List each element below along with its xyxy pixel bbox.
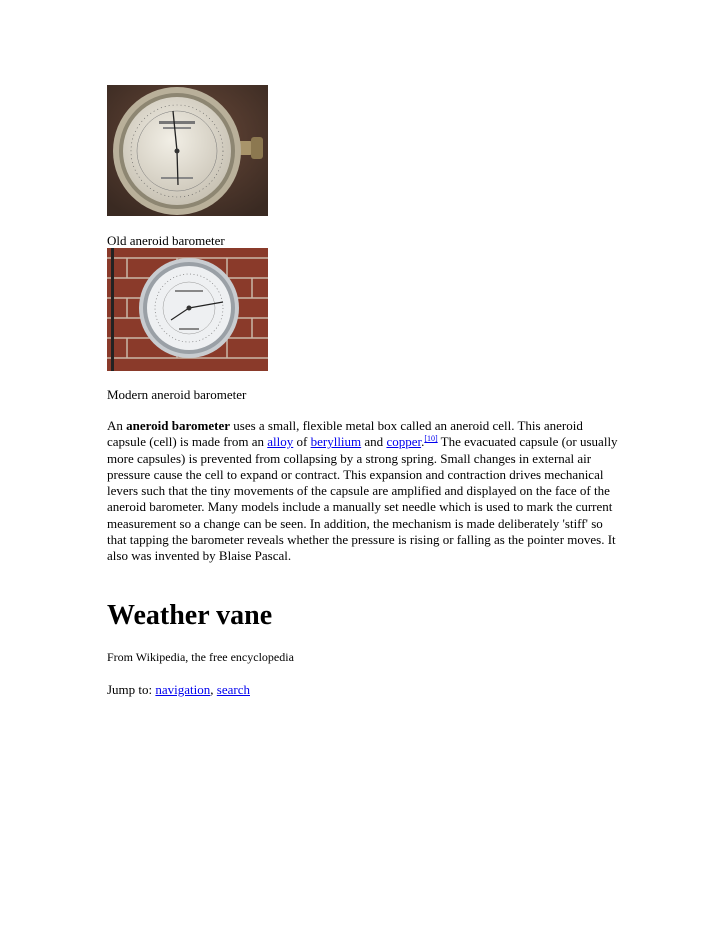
- section-heading: Weather vane: [107, 600, 273, 631]
- jump-separator: ,: [210, 682, 217, 697]
- jump-label: Jump to:: [107, 682, 156, 697]
- jump-to-links: [107, 682, 250, 698]
- paragraph-text: .: [421, 434, 425, 450]
- paragraph-text: uses a small, flexible metal box called an aneroid cell. This aneroid capsule (cell) is made from an: [107, 418, 583, 450]
- paragraph-text: An: [107, 418, 127, 433]
- bold-term: aneroid barometer: [126, 418, 231, 433]
- old-aneroid-barometer-image: [107, 85, 268, 216]
- beryllium-link[interactable]: beryllium: [310, 434, 362, 450]
- old-barometer-caption: Old aneroid barometer: [107, 233, 225, 248]
- search-link[interactable]: search: [216, 682, 250, 697]
- modern-aneroid-barometer-image: [107, 248, 268, 371]
- modern-barometer-caption: Modern aneroid barometer: [107, 387, 247, 402]
- paragraph-text: The evacuated capsule (or usually more capsules) is prevented from collapsing by a strong spring. Small changes in external air pressure cause the cell to expand or contract. This expansion and contraction drives mechanical levers such that the tiny movements of the capsule are amplified and displayed on the face of the aneroid barometer. Many models include a manually set needle which is used to mark the current measurement so a change can be seen. In addition, the mechanism is made deliberately 'stiff' so that tapping the barometer reveals whether the pressure is rising or falling as the pointer moves. It also was invented by Blaise Pascal.: [107, 434, 618, 564]
- paragraph-text: and: [361, 434, 387, 450]
- aneroid-barometer-paragraph: [107, 418, 623, 565]
- citation-link[interactable]: [10]: [424, 434, 438, 444]
- copper-link[interactable]: copper: [386, 434, 422, 450]
- alloy-link[interactable]: alloy: [267, 434, 294, 450]
- paragraph-text: of: [293, 434, 311, 450]
- navigation-link[interactable]: navigation: [155, 682, 211, 697]
- section-subtitle: From Wikipedia, the free encyclopedia: [107, 650, 294, 664]
